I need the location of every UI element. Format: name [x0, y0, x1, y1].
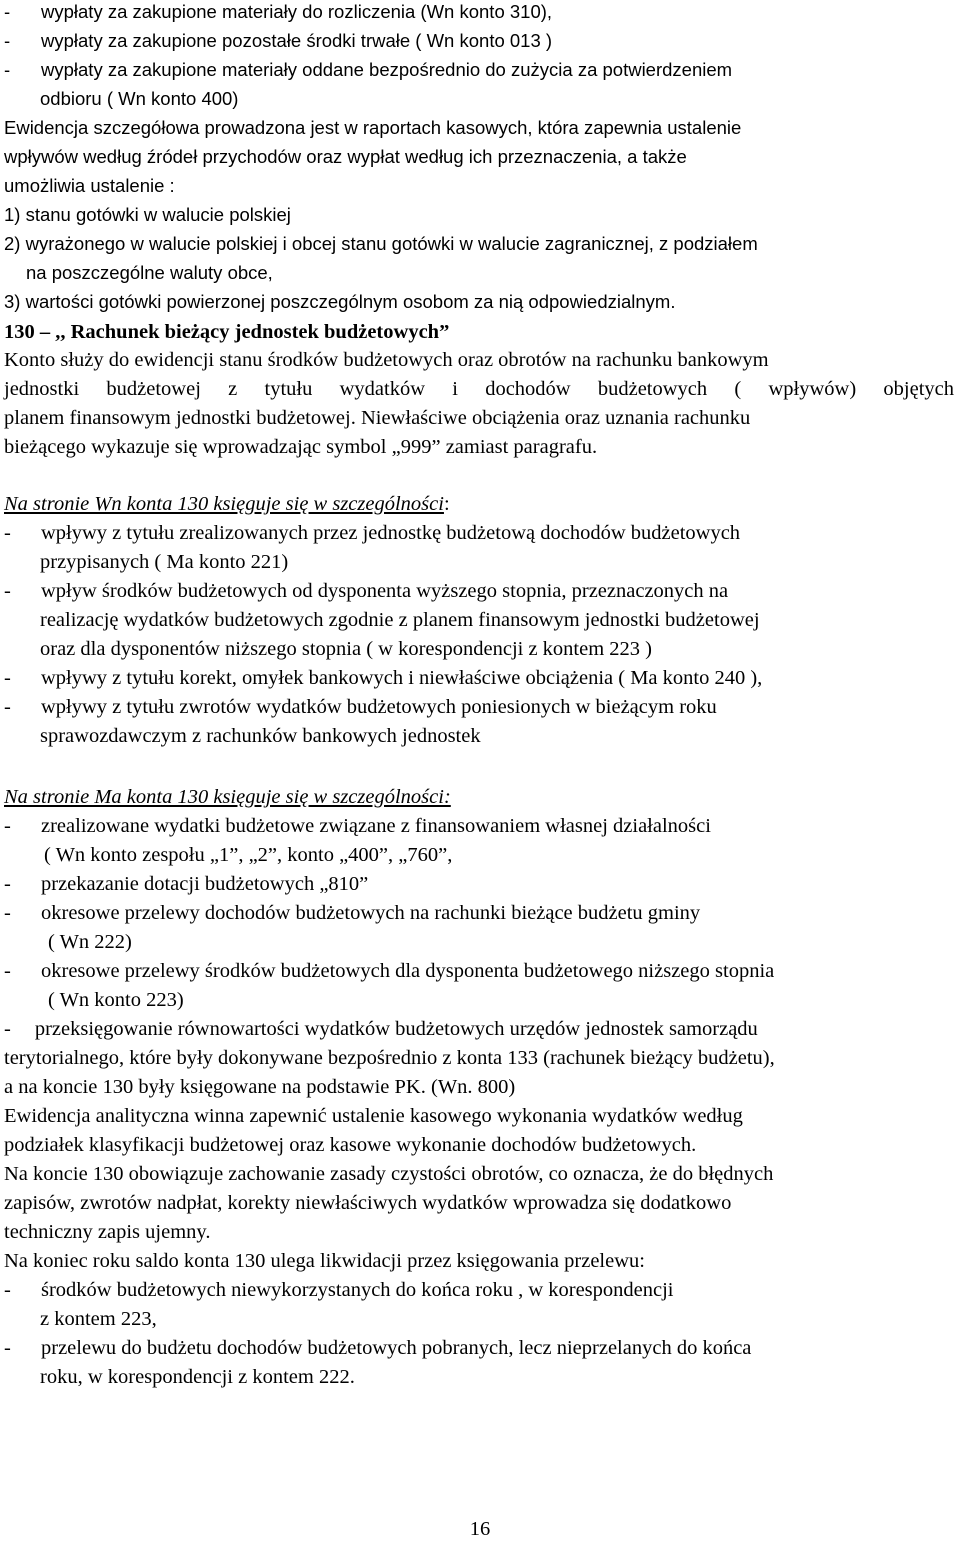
list-item [4, 577, 728, 605]
dash-marker: - [4, 815, 11, 837]
text-line: oraz dla dysponentów niższego stopnia ( w korespondencji z kontem 223 ) [40, 638, 652, 660]
text-line: przypisanych ( Ma konto 221) [40, 551, 289, 573]
list-item [4, 957, 774, 985]
list-item-text: wpływy z tytułu korekt, omyłek bankowych i niewłaściwe obciążenia ( Ma konto 240 ), [41, 667, 763, 689]
text-line: terytorialnego, które były dokonywane bezpośrednio z konta 133 (rachunek bieżący budżetu), [4, 1047, 775, 1069]
list-item [4, 693, 717, 721]
list-item-text: wypłaty za zakupione pozostałe środki trwałe ( Wn konto 013 ) [41, 30, 553, 51]
text-line: Konto służy do ewidencji stanu środków budżetowych oraz obrotów na rachunku bankowym [4, 349, 769, 371]
dash-marker: - [4, 873, 11, 895]
text-line: techniczny zapis ujemny. [4, 1221, 211, 1243]
list-item-text: wypłaty za zakupione materiały oddane bezpośrednio do zużycia za potwierdzeniem [41, 59, 733, 80]
dash-marker: - [4, 1, 11, 22]
text-line: a na koncie 130 były księgowane na podstawie PK. (Wn. 800) [4, 1076, 516, 1098]
list-item [4, 57, 732, 83]
text-line: planem finansowym jednostki budżetowej. Niewłaściwe obciążenia oraz uznania rachunku [4, 407, 751, 429]
text-line: ( Wn konto 223) [48, 989, 184, 1011]
list-item-text: przeksięgowanie równowartości wydatków budżetowych urzędów jednostek samorządu [34, 1018, 758, 1040]
list-item-text: wypłaty za zakupione materiały do rozliczenia (Wn konto 310), [41, 1, 553, 22]
text-line: jednostki budżetowej z tytułu wydatków i dochodów budżetowych ( wpływów) objętych [4, 378, 954, 400]
text-line: podziałek klasyfikacji budżetowej oraz kasowe wykonanie dochodów budżetowych. [4, 1134, 697, 1156]
dash-marker: - [4, 667, 11, 689]
dash-marker: - [4, 30, 11, 51]
list-item [4, 1334, 751, 1362]
list-item [4, 519, 740, 547]
list-item [4, 28, 552, 54]
text-line: ( Wn konto zespołu „1”, „2”, konto „400”, „760”, [44, 844, 453, 866]
dash-marker: - [4, 59, 11, 80]
text-line: Na koniec roku saldo konta 130 ulega likwidacji przez księgowania przelewu: [4, 1250, 645, 1272]
list-item-text: wpływ środków budżetowych od dysponenta wyższego stopnia, przeznaczonych na [41, 580, 729, 602]
text-line: ( Wn 222) [48, 931, 132, 953]
list-item [4, 812, 711, 840]
list-item [4, 1015, 758, 1043]
list-item [4, 899, 700, 927]
dash-marker: - [4, 1279, 11, 1301]
text-line: z kontem 223, [40, 1308, 157, 1330]
subsection-heading [4, 490, 450, 518]
dash-marker: - [4, 902, 11, 924]
text-line: wpływów według źródeł przychodów oraz wypłat według ich przeznaczenia, a także [4, 146, 687, 167]
list-item [4, 1276, 674, 1304]
text-line: Na koncie 130 obowiązuje zachowanie zasady czystości obrotów, co oznacza, że do błędnych [4, 1163, 774, 1185]
text-line: na poszczególne waluty obce, [26, 262, 273, 283]
list-item [4, 870, 368, 898]
text-line: 1) stanu gotówki w walucie polskiej [4, 204, 291, 225]
wn-heading-colon: : [443, 493, 450, 515]
text-line: bieżącego wykazuje się wprowadzając symbol „999” zamiast paragrafu. [4, 436, 598, 458]
text-line: Ewidencja szczegółowa prowadzona jest w raportach kasowych, która zapewnia ustalenie [4, 117, 742, 138]
text-line: realizację wydatków budżetowych zgodnie z planem finansowym jednostki budżetowej [40, 609, 760, 631]
list-item-text: wpływy z tytułu zrealizowanych przez jednostkę budżetową dochodów budżetowych [41, 522, 741, 544]
list-item [4, 0, 552, 25]
section-heading: 130 – ,, Rachunek bieżący jednostek budżetowych” [4, 321, 450, 343]
dash-marker: - [4, 580, 11, 602]
list-item-text: przelewu do budżetu dochodów budżetowych pobranych, lecz nieprzelanych do końca [41, 1337, 752, 1359]
dash-marker: - [4, 1018, 11, 1040]
list-item-text: środków budżetowych niewykorzystanych do końca roku , w korespondencji [41, 1279, 674, 1301]
text-line: Ewidencja analityczna winna zapewnić ustalenie kasowego wykonania wydatków według [4, 1105, 743, 1127]
dash-marker: - [4, 1337, 11, 1359]
text-line: sprawozdawczym z rachunków bankowych jednostek [40, 725, 481, 747]
list-item-text: przekazanie dotacji budżetowych „810” [41, 873, 369, 895]
dash-marker: - [4, 522, 11, 544]
list-item-text: zrealizowane wydatki budżetowe związane z finansowaniem własnej działalności [41, 815, 711, 837]
list-item-text: okresowe przelewy dochodów budżetowych na rachunki bieżące budżetu gminy [41, 902, 701, 924]
text-line: roku, w korespondencji z kontem 222. [40, 1366, 355, 1388]
text-line: 3) wartości gotówki powierzonej poszczególnym osobom za nią odpowiedzialnym. [4, 291, 676, 312]
text-line: 2) wyrażonego w walucie polskiej i obcej stanu gotówki w walucie zagranicznej, z podziałem [4, 233, 758, 254]
dash-marker: - [4, 696, 11, 718]
list-item [4, 664, 762, 692]
list-item-text: okresowe przelewy środków budżetowych dla dysponenta budżetowego niższego stopnia [41, 960, 775, 982]
text-line: odbioru ( Wn konto 400) [40, 88, 239, 109]
dash-marker: - [4, 960, 11, 982]
subsection-heading: Na stronie Ma konta 130 księguje się w szczególności: [4, 786, 451, 808]
page-number: 16 [469, 1518, 491, 1540]
wn-heading-text: Na stronie Wn konta 130 księguje się w szczególności [4, 493, 444, 515]
list-item-text: wpływy z tytułu zwrotów wydatków budżetowych poniesionych w bieżącym roku [41, 696, 717, 718]
text-line: zapisów, zwrotów nadpłat, korekty niewłaściwych wydatków wprowadza się dodatkowo [4, 1192, 732, 1214]
text-line: umożliwia ustalenie : [4, 175, 175, 196]
